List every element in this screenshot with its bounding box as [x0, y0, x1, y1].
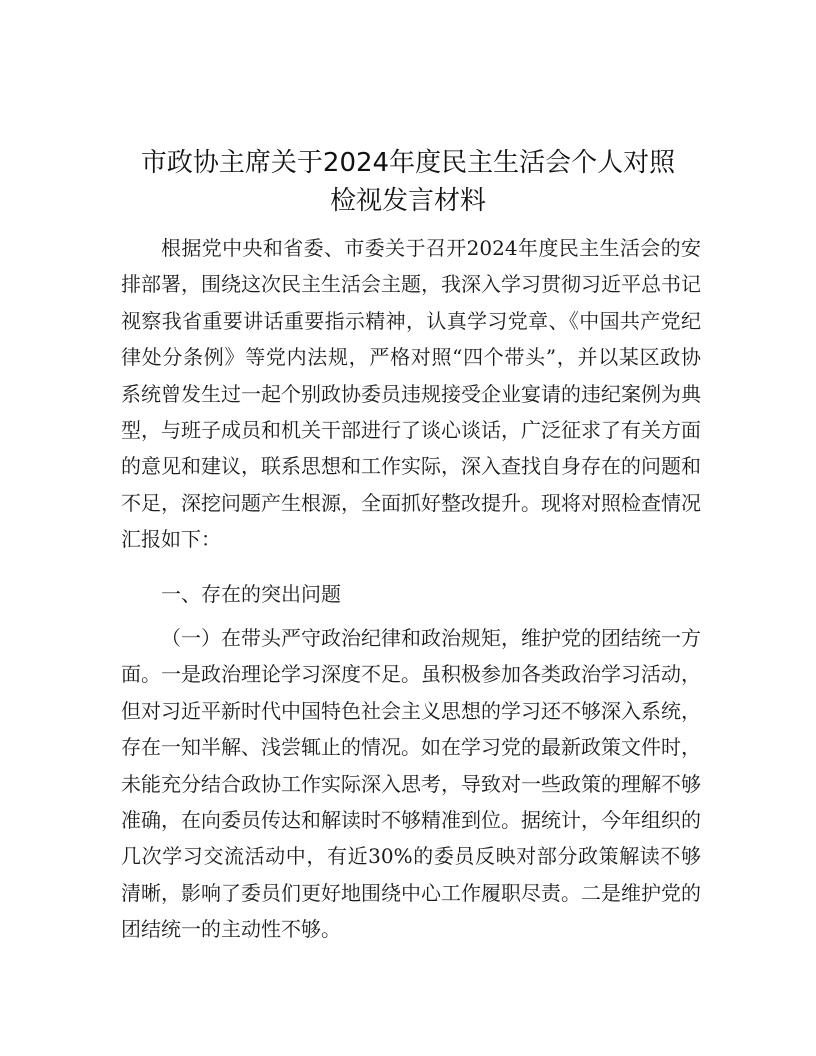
- document-title-line-1: 市政协主席关于2024年度民主生活会个人对照: [140, 148, 676, 178]
- body-paragraph: （一）在带头严守政治纪律和政治规矩，维护党的团结统一方面。一是政治理论学习深度不足。虽积极参加各类政治学习活动，但对习近平新时代中国特色社会主义思想的学习还不够深入系统，存在一知半解、浅尝辄止的情况。如在学习党的最新政策文件时，未能充分结合政协工作实际深入思考，导致对一些政策的理解不够准确，在向委员传达和解读时不够精准到位。据统计，今年组织的几次学习交流活动中，有近30%的委员反映对部分政策解读不够清晰，影响了委员们更好地围绕中心工作履职尽责。二是维护党的团结统一的主动性不够。: [121, 626, 701, 942]
- section-heading: 一、存在的突出问题: [161, 582, 341, 606]
- document-title-line-2: 检视发言材料: [329, 186, 486, 216]
- intro-paragraph: 根据党中央和省委、市委关于召开2024年度民主生活会的安排部署，围绕这次民主生活会主题，我深入学习贯彻习近平总书记视察我省重要讲话重要指示精神，认真学习党章、《中国共产党纪律处分条例》等党内法规，严格对照“四个带头”，并以某区政协系统曾发生过一起个别政协委员违规接受企业宴请的违纪案例为典型，与班子成员和机关干部进行了谈心谈话，广泛征求了有关方面的意见和建议，联系思想和工作实际，深入查找自身存在的问题和不足，深挖问题产生根源，全面抓好整改提升。现将对照检查情况汇报如下：: [121, 236, 701, 552]
